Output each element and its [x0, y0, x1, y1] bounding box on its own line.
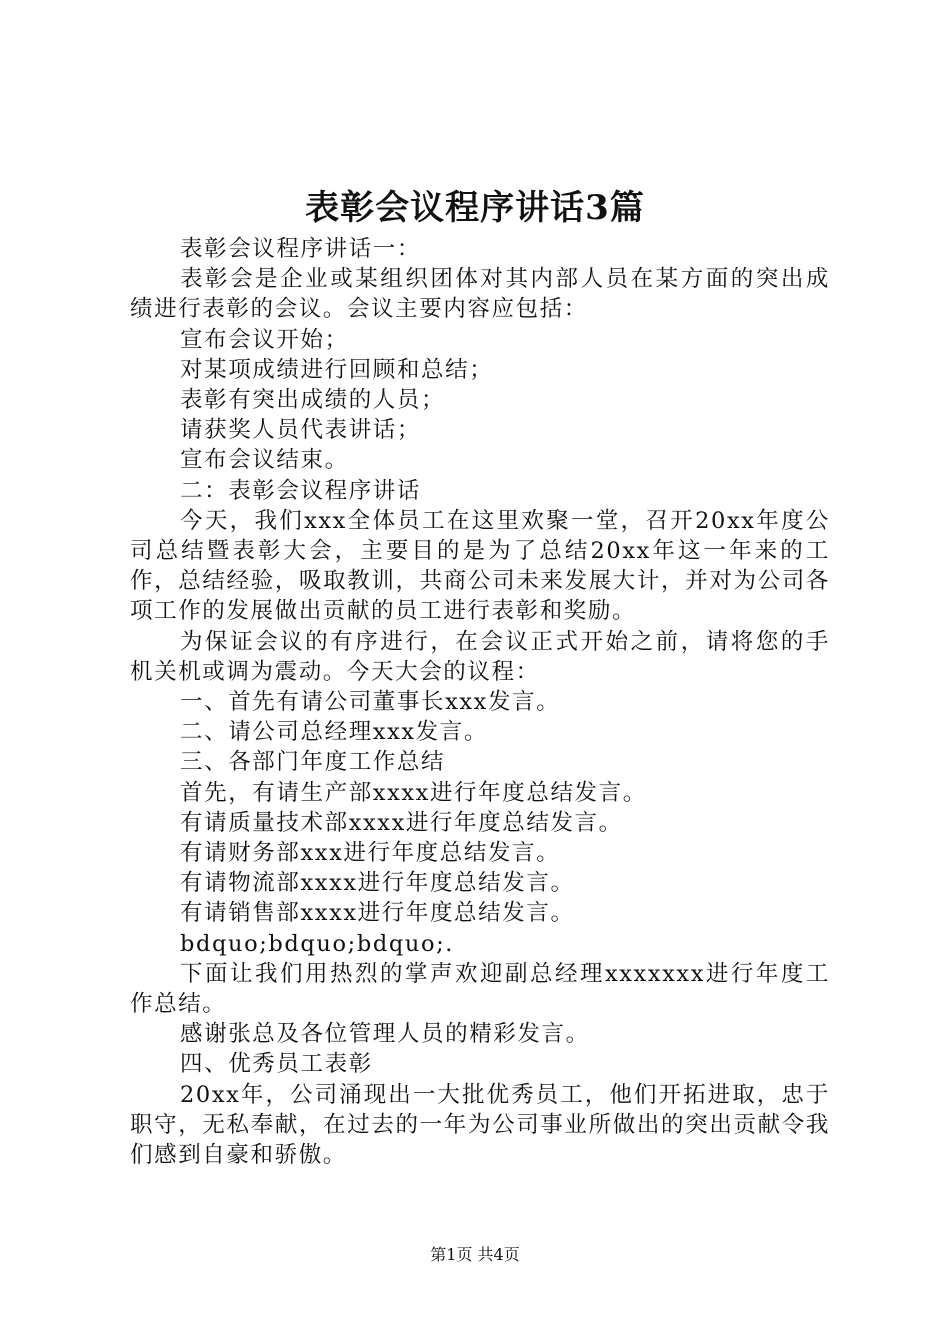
paragraph: 感谢张总及各位管理人员的精彩发言。 — [180, 1021, 590, 1048]
document-title: 表彰会议程序讲话3篇 — [305, 188, 645, 228]
paragraph: 20xx年，公司涌现出一大批优秀员工，他们开拓进取，忠于职守，无私奉献，在过去的一年为公司事业所做出的突出贡献令我们感到自豪和骄傲。 — [130, 1081, 830, 1169]
paragraph: 表彰会议程序讲话一： — [180, 236, 422, 262]
paragraph: 有请销售部xxxx进行年度总结发言。 — [180, 900, 575, 927]
paragraph: 下面让我们用热烈的掌声欢迎副总经理xxxxxxx进行年度工作总结。 — [130, 960, 830, 1018]
paragraph: 今天，我们xxx全体员工在这里欢聚一堂，召开20xx年度公司总结暨表彰大会，主要目的是为了总结20xx年这一年来的工作，总结经验，吸取教训，共商公司未来发展大计，并对为公司各项工作的发展做出贡献的员工进行表彰和奖励。 — [130, 507, 830, 625]
paragraph: 首先，有请生产部xxxx进行年度总结发言。 — [180, 779, 647, 806]
paragraph: 二、请公司总经理xxx发言。 — [180, 719, 488, 746]
page-number-footer: 第1页 共4页 — [430, 1245, 520, 1264]
paragraph: 宣布会议结束。 — [180, 447, 349, 474]
paragraph: 有请财务部xxx进行年度总结发言。 — [180, 840, 561, 867]
paragraph: 请获奖人员代表讲话； — [180, 417, 422, 444]
paragraph: 三、各部门年度工作总结 — [180, 749, 446, 776]
paragraph: bdquo;bdquo;bdquo;. — [180, 930, 455, 957]
paragraph: 表彰会是企业或某组织团体对其内部人员在某方面的突出成绩进行表彰的会议。会议主要内容应包括： — [130, 266, 830, 323]
paragraph: 四、优秀员工表彰 — [180, 1051, 373, 1078]
paragraph: 为保证会议的有序进行，在会议正式开始之前，请将您的手机关机或调为震动。今天大会的议程： — [130, 628, 830, 685]
paragraph: 二：表彰会议程序讲话 — [180, 477, 422, 504]
paragraph: 有请质量技术部xxxx进行年度总结发言。 — [180, 809, 623, 836]
paragraph: 宣布会议开始； — [180, 326, 349, 353]
paragraph: 表彰有突出成绩的人员； — [180, 387, 446, 414]
paragraph: 对某项成绩进行回顾和总结； — [180, 356, 494, 383]
document-body — [130, 234, 830, 1170]
paragraph: 有请物流部xxxx进行年度总结发言。 — [180, 870, 575, 897]
paragraph: 一、首先有请公司董事长xxx发言。 — [180, 689, 561, 716]
